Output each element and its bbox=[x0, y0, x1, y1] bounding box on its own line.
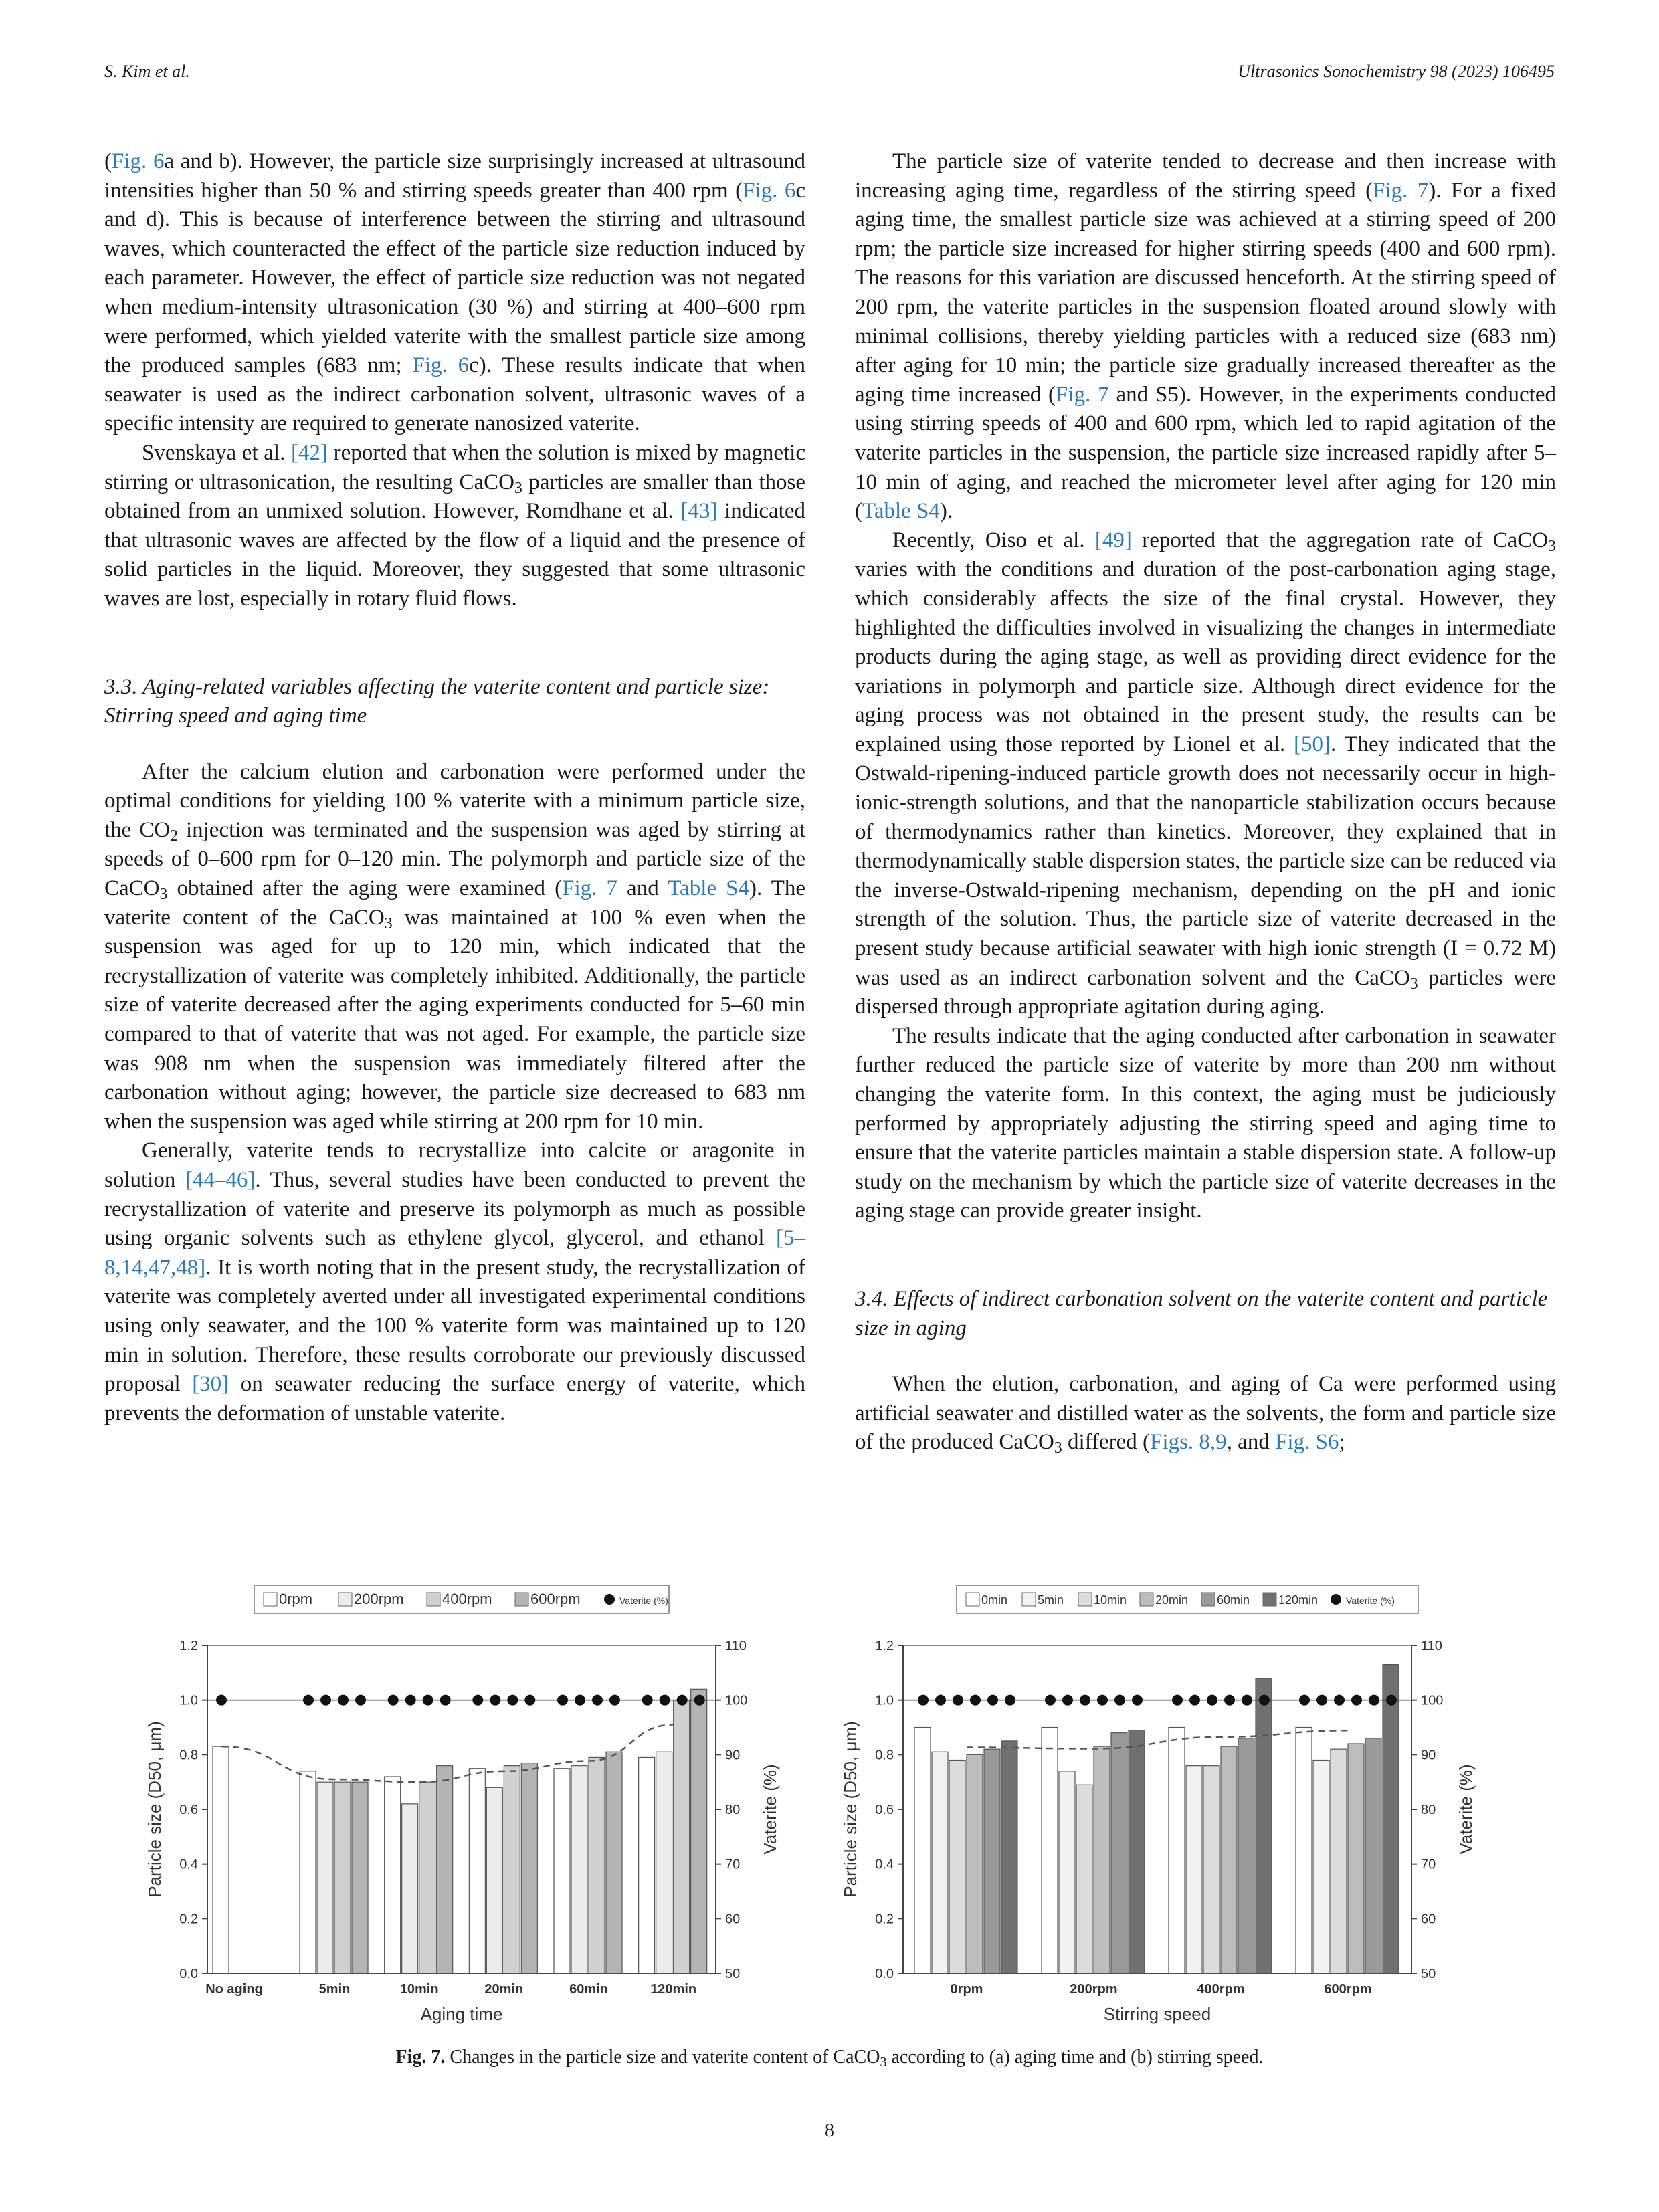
legend-label: 20min bbox=[1155, 1593, 1189, 1607]
y-tick-label: 0.2 bbox=[875, 1912, 894, 1927]
paragraph bbox=[855, 147, 1556, 526]
bar-5min bbox=[1059, 1771, 1075, 1973]
bar-200rpm bbox=[402, 1804, 418, 1973]
text-run: The particle size of vaterite tended to decrease and then increase with increasing aging time, regardless of the stirring speed ( bbox=[855, 149, 1556, 203]
text-run: particles were dispersed through appropriate agitation during aging. bbox=[855, 965, 1556, 1019]
legend bbox=[254, 1585, 669, 1613]
caption-text bbox=[450, 2047, 1263, 2068]
subscript: 3 bbox=[159, 886, 168, 903]
x-axis-title: Aging time bbox=[420, 2004, 503, 2024]
text-run: The results indicate that the aging conducted after carbonation in seawater further reduced the particle size of vaterite by more than 200 nm without changing the vaterite form. In this context, the aging must be judiciously performed by appropriately adjusting the stirring speed and aging time to ensure that the vaterite particles maintain a stable dispersion state. A follow-up study on the mechanism by which the particle size of vaterite decreases in the aging stage can provide greater insight. bbox=[855, 1023, 1556, 1223]
subscript: 3 bbox=[384, 914, 393, 932]
subscript: 3 bbox=[1054, 1439, 1062, 1457]
bar-600rpm bbox=[352, 1782, 368, 1973]
x-tick-label: 0rpm bbox=[950, 1982, 983, 1997]
reference-link[interactable]: Fig. 6 bbox=[112, 149, 165, 173]
paragraph bbox=[855, 1022, 1556, 1226]
y-axis-title: Particle size (D50, μm) bbox=[840, 1721, 860, 1898]
y2-tick-label: 80 bbox=[725, 1803, 741, 1817]
reference-link[interactable]: [5–8,14,47,48] bbox=[104, 1226, 805, 1280]
y2-tick-label: 110 bbox=[725, 1639, 747, 1653]
bar-200rpm bbox=[571, 1766, 587, 1973]
reference-link[interactable]: Fig. 7 bbox=[562, 876, 617, 901]
trend-line bbox=[967, 1730, 1348, 1748]
legend-swatch bbox=[1140, 1593, 1153, 1606]
bar-0min bbox=[1169, 1728, 1185, 1974]
reference-link[interactable]: Fig. 7 bbox=[1373, 178, 1429, 203]
bar-120min bbox=[1001, 1741, 1017, 1973]
reference-link[interactable]: [44–46] bbox=[185, 1168, 256, 1192]
y-tick-label: 0.2 bbox=[179, 1912, 198, 1927]
paragraph bbox=[855, 1370, 1556, 1457]
reference-link[interactable]: [42] bbox=[291, 440, 328, 465]
y2-tick-label: 60 bbox=[725, 1912, 741, 1927]
bar-0rpm bbox=[554, 1769, 570, 1973]
y2-tick-label: 100 bbox=[725, 1693, 748, 1708]
y-tick-label: 1.2 bbox=[179, 1639, 198, 1653]
bar-0rpm bbox=[213, 1746, 229, 1973]
legend-swatch bbox=[1263, 1593, 1276, 1606]
bar-60min bbox=[1111, 1733, 1127, 1973]
x-axis-title: Stirring speed bbox=[1103, 2004, 1211, 2024]
y2-tick-label: 90 bbox=[725, 1748, 741, 1763]
legend-label: 200rpm bbox=[354, 1591, 404, 1607]
reference-link[interactable]: Fig. S6 bbox=[1275, 1430, 1339, 1455]
x-tick-label: 10min bbox=[399, 1982, 439, 1997]
figure-caption bbox=[0, 2047, 1659, 2068]
text-run: After the calcium elution and carbonation were performed under the optimal conditions for yielding 100 % vaterite with a minimum particle size, the CO bbox=[104, 759, 805, 842]
bar-0min bbox=[1296, 1728, 1312, 1974]
text-run: and S5). However, in the experiments conducted using stirring speeds of 400 and 600 rpm, which led to rapid agitation of the vaterite particles in the suspension, the particle size increased rapidly after 5–10 min of aging, and reached the micrometer level after aging for 120 min ( bbox=[855, 382, 1556, 524]
paragraph bbox=[104, 758, 805, 1137]
y2-tick-label: 100 bbox=[1421, 1693, 1444, 1708]
text-run: injection was terminated and the suspension was aged by stirring at speeds of 0–600 rpm for 0–120 min. The polymorph and particle size of the CaCO bbox=[104, 817, 805, 901]
text-run: obtained after the aging were examined ( bbox=[167, 876, 563, 901]
caption-text-b: according to (a) aging time and (b) stirring speed. bbox=[886, 2047, 1264, 2068]
y2-axis-title: Vaterite (%) bbox=[1456, 1764, 1476, 1855]
text-run: was maintained at 100 % even when the suspension was aged for up to 120 min, which indicated that the recrystallization of vaterite was completely inhibited. Additionally, the particle size of vaterite decreased after the aging experiments conducted for 5–60 min compared to that of vaterite that was not aged. For example, the particle size was 908 nm when the suspension was immediately filtered after the carbonation without aging; however, the particle size decreased to 683 nm when the suspension was aged while stirring at 200 rpm for 10 min. bbox=[104, 905, 806, 1134]
bar-60min bbox=[984, 1749, 1000, 1973]
text-run: ( bbox=[104, 149, 112, 173]
y2-tick-label: 110 bbox=[1421, 1639, 1442, 1653]
subscript: 3 bbox=[514, 479, 522, 497]
bar-200rpm bbox=[656, 1752, 672, 1973]
text-run: particles are smaller than those obtained from an unmixed solution. However, Romdhane et al. bbox=[104, 470, 805, 524]
legend-swatch bbox=[264, 1593, 277, 1606]
reference-link[interactable]: Fig. 6 bbox=[412, 353, 470, 378]
right-column bbox=[855, 147, 1556, 1457]
bar-120min bbox=[1129, 1730, 1145, 1973]
page-number: 8 bbox=[825, 2120, 834, 2141]
y2-tick-label: 50 bbox=[725, 1967, 741, 1981]
reference-link[interactable]: Table S4 bbox=[862, 499, 940, 524]
legend-label: Vaterite (%) bbox=[1346, 1595, 1395, 1606]
paragraph bbox=[855, 526, 1556, 1022]
reference-link[interactable]: Fig. 6 bbox=[743, 178, 796, 203]
legend-swatch bbox=[1201, 1593, 1215, 1606]
x-tick-label: 200rpm bbox=[1070, 1982, 1118, 1997]
legend-swatch bbox=[1022, 1593, 1036, 1606]
bar-5min bbox=[932, 1752, 948, 1973]
legend-label: 5min bbox=[1038, 1593, 1064, 1607]
y-tick-label: 0.0 bbox=[179, 1967, 198, 1981]
legend-label: 120min bbox=[1278, 1593, 1319, 1607]
y-tick-label: 0.6 bbox=[179, 1803, 198, 1817]
bar-0rpm bbox=[469, 1769, 485, 1973]
bar-0min bbox=[1042, 1728, 1058, 1974]
bar-20min bbox=[1094, 1746, 1110, 1973]
bar-200rpm bbox=[486, 1787, 502, 1973]
running-head-journal: Ultrasonics Sonochemistry 98 (2023) 106495 bbox=[1238, 62, 1555, 81]
y-axis-title: Particle size (D50, μm) bbox=[144, 1721, 165, 1898]
y-tick-label: 0.0 bbox=[875, 1967, 894, 1981]
bar-400rpm bbox=[504, 1766, 520, 1973]
legend-label: Vaterite (%) bbox=[619, 1595, 668, 1606]
y-tick-label: 0.8 bbox=[179, 1748, 198, 1763]
y-tick-label: 1.0 bbox=[875, 1693, 894, 1708]
bar-0rpm bbox=[385, 1777, 401, 1973]
legend-marker-vaterite bbox=[604, 1594, 615, 1605]
legend-label: 0rpm bbox=[279, 1591, 313, 1607]
bar-20min bbox=[967, 1754, 983, 1973]
reference-link[interactable]: [30] bbox=[192, 1372, 229, 1397]
y-tick-label: 1.2 bbox=[875, 1639, 894, 1653]
figure-7 bbox=[0, 1579, 1659, 2033]
bar-60min bbox=[1365, 1738, 1381, 1973]
legend-label: 60min bbox=[1217, 1593, 1250, 1607]
text-run: varies with the conditions and duration of the post-carbonation aging stage, which considerably affects the size of the final crystal. However, they highlighted the difficulties involved in visualizing the changes in intermediate products during the aging stage, as well as providing direct evidence for the variations in polymorph and particle size. Although direct evidence for the aging process was not obtained in the present study, the results can be explained using those reported by Lionel et al. bbox=[855, 557, 1556, 757]
reference-link[interactable]: Fig. 7 bbox=[1056, 382, 1109, 407]
y2-tick-label: 70 bbox=[725, 1857, 741, 1872]
y2-tick-label: 50 bbox=[1421, 1967, 1436, 1981]
paragraph bbox=[104, 439, 805, 614]
text-run: c and d). This is because of interference between the stirring and ultrasound waves, which counteracted the effect of the particle size reduction induced by each parameter. However, the effect of particle size reduction was not negated when medium-intensity ultrasonication (30 %) and stirring at 400–600 rpm were performed, which yielded vaterite with the smallest particle size among the produced samples (683 nm; bbox=[104, 178, 805, 378]
text-run: reported that the aggregation rate of CaCO bbox=[1131, 528, 1549, 552]
bar-600rpm bbox=[606, 1752, 622, 1973]
legend-label: 10min bbox=[1094, 1593, 1127, 1607]
x-tick-label: 60min bbox=[569, 1982, 608, 1997]
bar-20min bbox=[1348, 1744, 1364, 1973]
text-run: differed ( bbox=[1062, 1430, 1151, 1455]
bar-10min bbox=[1076, 1785, 1092, 1973]
bar-10min bbox=[1203, 1766, 1219, 1973]
text-run: When the elution, carbonation, and aging of Ca were performed using artificial seawater and distilled water as the solvents, the form and particle size of the produced CaCO bbox=[855, 1372, 1556, 1455]
y2-axis-title: Vaterite (%) bbox=[760, 1764, 780, 1855]
legend-swatch bbox=[427, 1593, 440, 1606]
text-run: Generally, vaterite tends to recrystallize into calcite or aragonite in solution bbox=[104, 1138, 805, 1192]
reference-link[interactable]: Figs. 8,9 bbox=[1150, 1430, 1227, 1455]
legend-swatch bbox=[1078, 1593, 1092, 1606]
legend-swatch bbox=[515, 1593, 528, 1606]
bar-600rpm bbox=[521, 1763, 537, 1973]
section-heading-3-3: 3.3. Aging-related variables affecting the vaterite content and particle size: Stirring speed and aging time bbox=[104, 674, 770, 728]
bar-120min bbox=[1383, 1665, 1399, 1973]
bar-120min bbox=[1256, 1678, 1272, 1973]
legend bbox=[957, 1585, 1418, 1613]
subscript: 3 bbox=[1409, 975, 1418, 993]
x-tick-label: No aging bbox=[205, 1982, 263, 1997]
text-run: indicated that ultrasonic waves are affected by the flow of a liquid and the presence of solid particles in the liquid. Moreover, they suggested that some ultrasonic waves are lost, especially in rotary fluid flows. bbox=[104, 499, 805, 611]
text-run: c). These results indicate that when seawater is used as the indirect carbonation solvent, ultrasonic waves of a specific intensity are required to generate nanosized vaterite. bbox=[104, 353, 805, 436]
y-tick-label: 0.4 bbox=[875, 1857, 894, 1872]
y-tick-label: 0.8 bbox=[875, 1748, 894, 1763]
caption-text-a: Changes in the particle size and vaterite content of CaCO bbox=[450, 2047, 880, 2068]
subscript: 3 bbox=[1548, 537, 1556, 555]
text-run: . They indicated that the Ostwald-ripening-induced particle growth does not necessarily occur in high-ionic-strength solutions, and that the nanoparticle stabilization occurs because of thermodynamics rather than kinetics. Moreover, they explained that in thermodynamically stable dispersion states, the particle size can be reduced via the inverse-Ostwald-ripening mechanism, depending on the pH and ionic strength of the solution. Thus, the particle size of vaterite decreased in the present study because artificial seawater with high ionic strength (I = 0.72 M) was used as an indirect carbonation solvent and the CaCO bbox=[855, 732, 1556, 990]
text-run: , and bbox=[1226, 1430, 1276, 1455]
caption-sub: 3 bbox=[880, 2055, 887, 2070]
left-column bbox=[104, 147, 805, 1428]
y-tick-label: 1.0 bbox=[179, 1693, 198, 1708]
legend-label: 600rpm bbox=[530, 1591, 581, 1607]
reference-link[interactable]: [50] bbox=[1294, 732, 1331, 757]
text-run: . Thus, several studies have been conducted to prevent the recrystallization of vaterite and preserve its polymorph as much as possible using organic solvents such as ethylene glycol, glycerol, and ethanol bbox=[104, 1168, 805, 1251]
bar-600rpm bbox=[437, 1766, 453, 1973]
caption-label: Fig. 7. bbox=[395, 2047, 446, 2068]
text-run: on seawater reducing the surface energy of vaterite, which prevents the deformation of unstable vaterite. bbox=[104, 1372, 805, 1425]
text-run: Recently, Oiso et al. bbox=[892, 528, 1095, 552]
bar-60min bbox=[1238, 1738, 1254, 1973]
y-tick-label: 0.4 bbox=[179, 1857, 198, 1872]
bar-400rpm bbox=[419, 1782, 435, 1973]
text-run: a and b). However, the particle size surprisingly increased at ultrasound intensities higher than 50 % and stirring speeds greater than 400 rpm ( bbox=[104, 149, 805, 203]
bar-5min bbox=[1186, 1766, 1202, 1973]
bar-10min bbox=[949, 1761, 965, 1974]
legend-swatch bbox=[966, 1593, 979, 1606]
reference-link[interactable]: [43] bbox=[680, 499, 718, 524]
text-run: ; bbox=[1339, 1430, 1345, 1455]
y2-tick-label: 60 bbox=[1421, 1912, 1436, 1927]
bar-20min bbox=[1221, 1746, 1237, 1973]
text-run: Svenskaya et al. bbox=[142, 440, 292, 465]
legend-label: 400rpm bbox=[442, 1591, 492, 1607]
chart-stirring-speed bbox=[830, 1579, 1525, 2033]
y2-tick-label: 70 bbox=[1421, 1857, 1436, 1872]
text-run: ). The vaterite content of the CaCO bbox=[104, 876, 806, 930]
text-run: ). For a fixed aging time, the smallest particle size was achieved at a stirring speed of 200 rpm; the particle size increased for higher stirring speeds (400 and 600 rpm). The reasons for this variation are discussed henceforth. At the stirring speed of 200 rpm, the vaterite particles in the suspension floated around slowly with minimal collisions, thereby yielding particles with a reduced size (683 nm) after aging for 10 min; the particle size gradually increased thereafter as the aging time increased ( bbox=[855, 178, 1557, 407]
legend-label: 0min bbox=[981, 1593, 1008, 1607]
legend-marker-vaterite bbox=[1331, 1594, 1341, 1605]
paragraph bbox=[104, 1136, 805, 1428]
bar-400rpm bbox=[589, 1757, 605, 1973]
chart-aging-time bbox=[134, 1579, 830, 2033]
text-run: and bbox=[617, 876, 668, 901]
paragraph bbox=[104, 147, 805, 439]
bar-200rpm bbox=[317, 1782, 333, 1973]
x-tick-label: 20min bbox=[484, 1982, 524, 1997]
reference-link[interactable]: Table S4 bbox=[668, 876, 749, 901]
y2-tick-label: 80 bbox=[1421, 1803, 1436, 1817]
x-tick-label: 400rpm bbox=[1197, 1982, 1245, 1997]
text-run: reported that when the solution is mixed by magnetic stirring or ultrasonication, the resulting CaCO bbox=[104, 440, 805, 494]
bar-400rpm bbox=[674, 1700, 690, 1973]
bar-0rpm bbox=[300, 1771, 316, 1973]
x-tick-label: 120min bbox=[650, 1982, 697, 1997]
text-run: . It is worth noting that in the present study, the recrystallization of vaterite was completely averted under all investigated experimental conditions using only seawater, and the 100 % vaterite form was maintained up to 120 min in solution. Therefore, these results corroborate our previously discussed proposal bbox=[104, 1255, 805, 1397]
y2-tick-label: 90 bbox=[1421, 1748, 1436, 1763]
bar-0min bbox=[914, 1728, 931, 1974]
y-tick-label: 0.6 bbox=[875, 1803, 894, 1817]
bar-5min bbox=[1313, 1761, 1329, 1974]
text-run: ). bbox=[939, 499, 953, 524]
x-tick-label: 600rpm bbox=[1324, 1982, 1372, 1997]
reference-link[interactable]: [49] bbox=[1094, 528, 1132, 552]
legend-swatch bbox=[338, 1593, 352, 1606]
subscript: 2 bbox=[170, 827, 178, 845]
running-head-authors: S. Kim et al. bbox=[104, 62, 190, 81]
section-heading-3-4: 3.4. Effects of indirect carbonation solvent on the vaterite content and particle size in aging bbox=[855, 1286, 1548, 1340]
x-tick-label: 5min bbox=[318, 1982, 351, 1997]
bar-10min bbox=[1331, 1749, 1347, 1973]
bar-0rpm bbox=[639, 1757, 655, 1973]
bar-400rpm bbox=[334, 1782, 351, 1973]
bar-600rpm bbox=[691, 1689, 707, 1973]
